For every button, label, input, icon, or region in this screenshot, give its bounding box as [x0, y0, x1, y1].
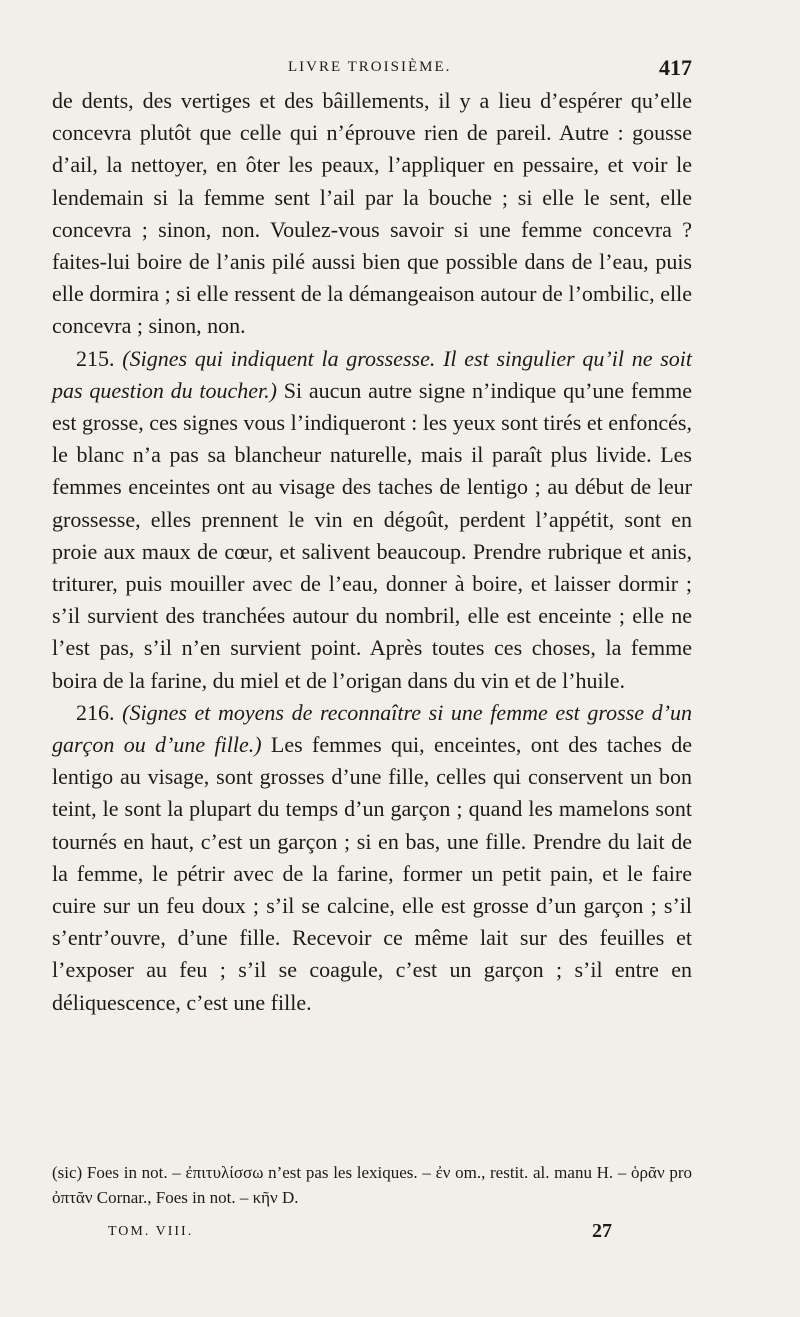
body-text	[52, 85, 692, 1019]
paragraph-216	[52, 697, 692, 1019]
page-number: 417	[659, 55, 692, 80]
paragraph-rubric: (Signes et moyens de reconnaître si une femme est grosse d’un garçon ou d’une fille.)	[52, 699, 692, 758]
volume-mark: TOM. VIII.	[108, 1224, 194, 1239]
running-title: LIVRE TROISIÈME.	[288, 59, 452, 75]
paragraph-number: 216.	[76, 699, 115, 725]
footnote: (sic) Foes in not. – ἐπιτυλίσσω n’est pas les lexiques. – ἐν om., restit. al. manu H. – ὁρᾶν pro ὀπτᾶν Cornar., Foes in not. – κῆν D.	[52, 1163, 692, 1207]
paragraph-text: Si aucun autre signe n’indique qu’une femme est grosse, ces signes vous l’indiqueront : les yeux sont tirés et enfoncés, le blanc n’a pas sa blancheur naturelle, mais il paraît plus livide. Les femmes enceintes ont au visage des taches de lentigo ; au début de leur grossesse, elles prennent le vin en dégoût, perdent l’appétit, sont en proie aux maux de cœur, et salivent beaucoup. Prendre rubrique et anis, triturer, puis mouiller avec de l’eau, donner à boire, et laisser dormir ; s’il survient des tranchées autour du nombril, elle est enceinte ; elle ne l’est pas, s’il n’en survient point. Après toutes ces choses, la femme boira de la farine, du miel et de l’origan dans du vin et de l’huile.	[52, 377, 692, 693]
paragraph-number: 215.	[76, 345, 115, 371]
sheet-number: 27	[592, 1220, 612, 1242]
signature-line	[52, 1222, 692, 1252]
paragraph-rubric: (Signes qui indiquent la grossesse. Il est singulier qu’il ne soit pas question du toucher.)	[52, 345, 692, 403]
paragraph-text: Les femmes qui, enceintes, ont des taches de lentigo au visage, sont grosses d’une fille, celles qui conservent un bon teint, le sont la plupart du temps d’un garçon ; quand les mamelons sont tournés en haut, c’est un garçon ; si en bas, une fille. Prendre du lait de la femme, le pétrir avec de la farine, former un petit pain, et le faire cuire sur un feu doux ; s’il se calcine, elle est grosse d’un garçon ; s’il s’entr’ouvre, d’une fille. Recevoir ce même lait sur des feuilles et l’exposer au feu ; s’il se coagule, c’est un garçon ; s’il entre en déliquescence, c’est une fille.	[52, 732, 692, 1015]
paragraph-215	[52, 343, 692, 697]
paragraph-continuation: de dents, des vertiges et des bâillements, il y a lieu d’espérer qu’elle concevra plutôt que celle qui n’éprouve rien de pareil. Autre : gousse d’ail, la nettoyer, en ôter les peaux, l’appliquer en pessaire, et voir le lendemain si la femme sent l’ail par la bouche ; si elle le sent, elle concevra ; sinon, non. Voulez-vous savoir si une femme concevra ? faites-lui boire de l’anis pilé aussi bien que possible dans de l’eau, puis elle dormira ; si elle ressent de la démangeaison autour de l’ombilic, elle concevra ; sinon, non.	[52, 88, 692, 339]
running-head	[52, 55, 692, 83]
